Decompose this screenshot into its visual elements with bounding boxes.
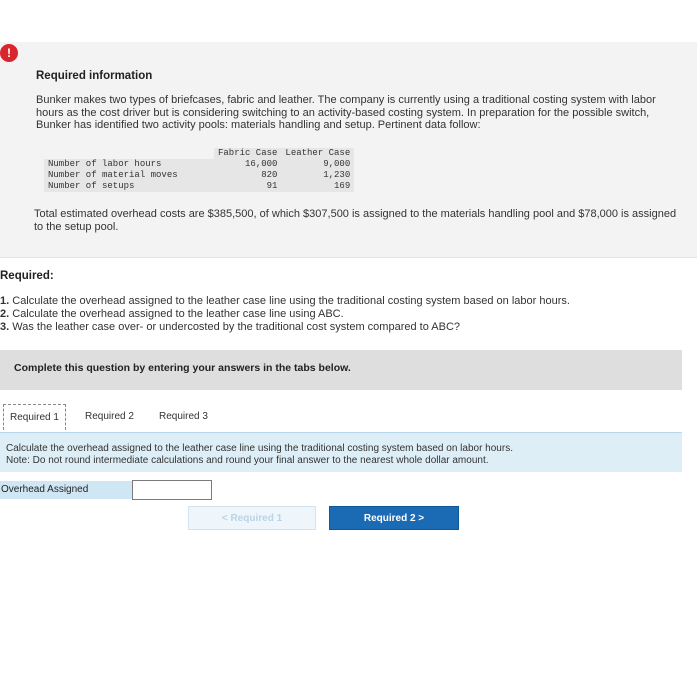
- leather-value: 1,230: [281, 170, 354, 181]
- total-overhead-text: Total estimated overhead costs are $385,500, of which $307,500 is assigned to the materials handling pool and $78,000 is assigned to the setup pool.: [34, 208, 677, 233]
- item-text: Was the leather case over- or undercosted by the traditional cost system compared to ABC?: [12, 321, 461, 333]
- list-item: [0, 308, 570, 321]
- tab-required-2[interactable]: Required 2: [85, 411, 134, 422]
- item-text: Calculate the overhead assigned to the leather case line using the traditional costing system based on labor hours.: [12, 295, 570, 307]
- required-list: [0, 295, 570, 334]
- data-table: [44, 148, 354, 192]
- complete-question-text: Complete this question by entering your answers in the tabs below.: [14, 362, 351, 374]
- tab-required-1[interactable]: Required 1: [3, 404, 66, 430]
- row-label: Number of setups: [44, 181, 214, 192]
- intro-paragraph: Bunker makes two types of briefcases, fabric and leather. The company is currently using a traditional costing system with labor hours as the cost driver but is considering switching to an activity-based costing system. In preparation for the possible switch, Bunker has identified two activity pools: materials handling and setup. Pertinent data follow:: [36, 94, 656, 131]
- table-header-blank: [44, 148, 214, 159]
- overhead-assigned-input[interactable]: [132, 480, 212, 500]
- leather-value: 169: [281, 181, 354, 192]
- next-required-2-button[interactable]: Required 2 >: [329, 506, 459, 530]
- instruction-text: Calculate the overhead assigned to the leather case line using the traditional costing system based on labor hours.: [6, 443, 513, 454]
- row-label: Number of labor hours: [44, 159, 214, 170]
- previous-required-1-button[interactable]: < Required 1: [188, 506, 316, 530]
- table-header-row: [44, 148, 354, 159]
- table-header-fabric: Fabric Case: [214, 148, 281, 159]
- fabric-value: 820: [214, 170, 281, 181]
- table-row: [44, 170, 354, 181]
- fabric-value: 91: [214, 181, 281, 192]
- overhead-assigned-label: Overhead Assigned: [0, 481, 132, 499]
- row-label: Number of material moves: [44, 170, 214, 181]
- tab-required-3[interactable]: Required 3: [159, 411, 208, 422]
- list-item: [0, 295, 570, 308]
- list-item: [0, 321, 570, 334]
- table-row: [44, 159, 354, 170]
- item-text: Calculate the overhead assigned to the leather case line using ABC.: [12, 308, 344, 320]
- alert-icon: !: [0, 44, 18, 62]
- instruction-note: Note: Do not round intermediate calculations and round your final answer to the nearest whole dollar amount.: [6, 455, 489, 466]
- fabric-value: 16,000: [214, 159, 281, 170]
- table-row: [44, 181, 354, 192]
- table-header-leather: Leather Case: [281, 148, 354, 159]
- required-information-title: Required information: [36, 70, 153, 82]
- item-number: 3.: [0, 321, 10, 333]
- item-number: 1.: [0, 295, 10, 307]
- required-heading: Required:: [0, 270, 54, 282]
- leather-value: 9,000: [281, 159, 354, 170]
- item-number: 2.: [0, 308, 10, 320]
